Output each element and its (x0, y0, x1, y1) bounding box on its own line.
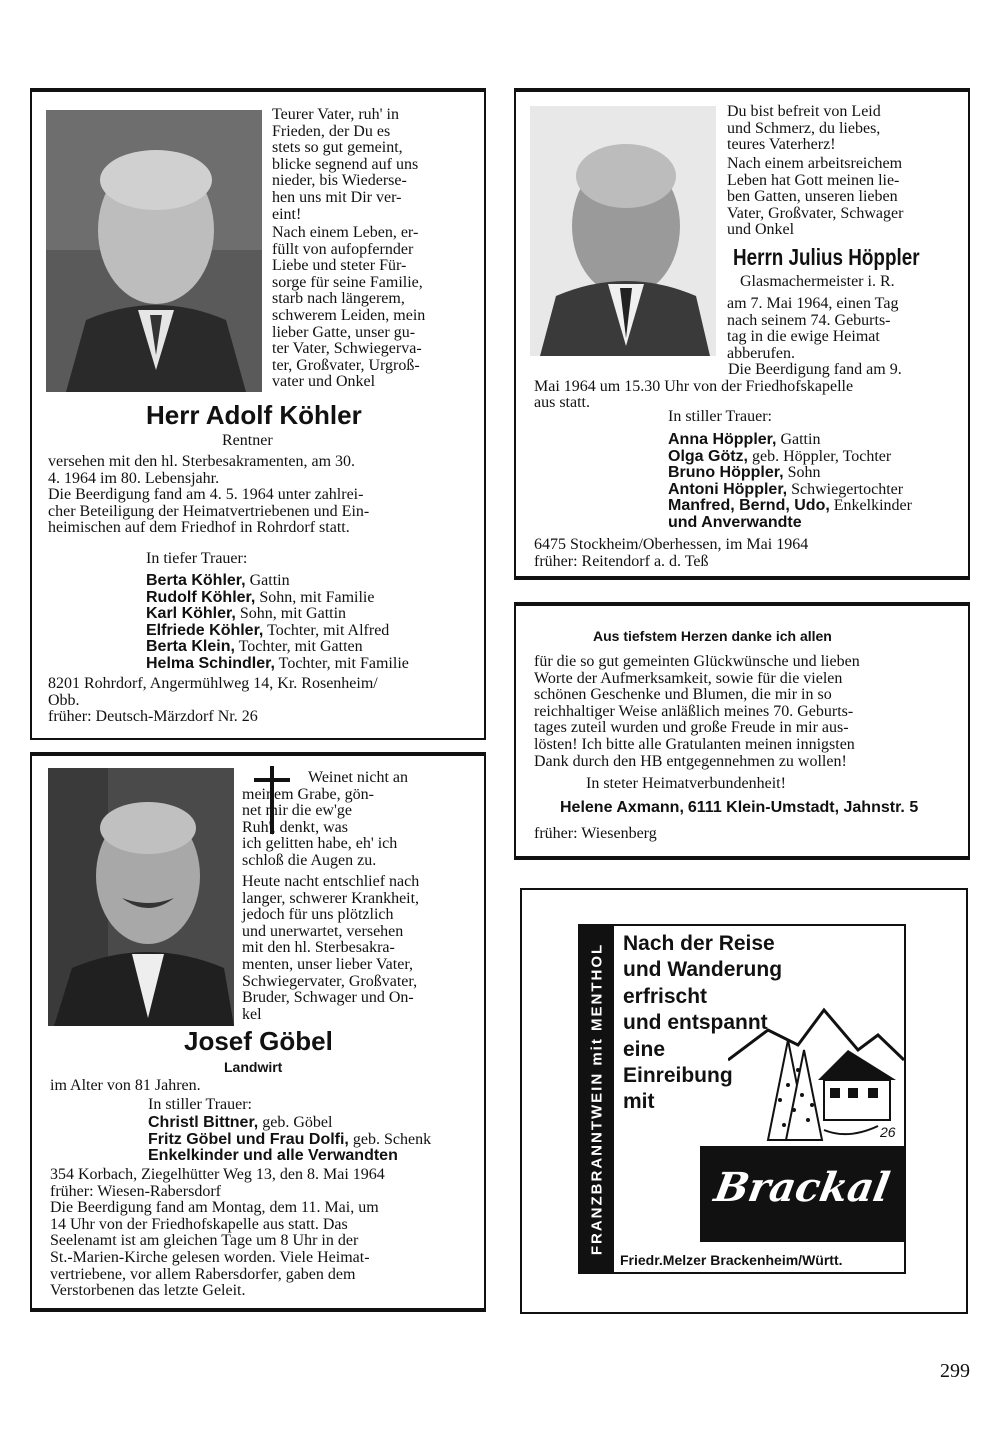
page-number: 299 (940, 1360, 970, 1382)
thanks-heading: Aus tiefstem Herzen danke ich allen (593, 628, 832, 644)
occupation-goebel: Landwirt (224, 1059, 283, 1075)
mourner-item: Manfred, Bernd, Udo, Enkelkinder (668, 497, 912, 514)
occupation-koehler: Rentner (222, 432, 273, 449)
ad-footer: Friedr.Melzer Brackenheim/Württ. (620, 1252, 843, 1268)
verse-koehler: Teurer Vater, ruh' in Frieden, der Du es stets so gut gemeint, blicke segnend auf uns nieder, bis Wiederse- hen uns mit Dir ver- eint! (272, 106, 419, 223)
address-koehler: 8201 Rohrdorf, Angermühlweg 14, Kr. Rosenheim/ Obb. früher: Deutsch-Märzdorf Nr. 26 (48, 675, 378, 726)
funeral-text-goebel: 354 Korbach, Ziegelhütter Weg 13, den 8. Mai 1964 früher: Wiesen-Rabersdorf Die Beerdigung fand am Montag, dem 11. Mai, um 14 Uhr von der Friedhofskapelle aus statt. Das Seelenamt ist am gleichen Tage um 8 Uhr in der St.-Marien-Kirche gelesen worden. Viele Heimat- vertriebene, vor allem Rabersdorfer, gaben dem Verstorbenen das letzte Geleit. (50, 1166, 385, 1300)
deceased-name-goebel: Josef Göbel (184, 1026, 333, 1056)
portrait-photo-goebel (48, 768, 234, 1026)
side-banner-text: FRANZBRANNTWEIN mit MENTHOL (588, 942, 606, 1256)
mourning-heading-goebel: In stiller Trauer: (148, 1096, 252, 1113)
house-number: 26 (880, 1124, 896, 1140)
mourner-item: Elfriede Köhler, Tochter, mit Alfred (146, 622, 390, 639)
mourning-heading-hoeppler: In stiller Trauer: (668, 408, 772, 425)
deceased-name-hoeppler: Herrn Julius Höppler (733, 244, 920, 270)
age-goebel: im Alter von 81 Jahren. (50, 1077, 201, 1094)
mourner-item: Christl Bittner, geb. Göbel (148, 1114, 333, 1131)
mourner-item: und Anverwandte (668, 514, 802, 531)
death-text-hoeppler: am 7. Mai 1964, einen Tag nach seinem 74. Geburts- tag in die ewige Heimat abberufen. (727, 295, 899, 362)
thanks-closing: In steter Heimatverbundenheit! (586, 775, 786, 792)
mourner-item: Anna Höppler, Gattin (668, 431, 821, 448)
mourner-item: Enkelkinder und alle Verwandten (148, 1147, 398, 1164)
address-hoeppler: 6475 Stockheim/Oberhessen, im Mai 1964 früher: Reitendorf a. d. Teß (534, 536, 809, 570)
brand-logo: Brackal (710, 1164, 894, 1211)
announcement-text-goebel: Heute nacht entschlief nach langer, schwerer Krankheit, jedoch für uns plötzlich und unerwartet, versehen mit den hl. Sterbesakra- menten, unser lieber Vater, Schwiegervater, Großvater, Bruder, Schwager und On- kel (242, 873, 420, 1023)
mourner-item: Berta Köhler, Gattin (146, 572, 290, 589)
brand-panel (700, 1146, 904, 1242)
mourner-item: Rudolf Köhler, Sohn, mit Familie (146, 589, 375, 606)
mourner-item: Fritz Göbel und Frau Dolfi, geb. Schenk (148, 1131, 432, 1148)
portrait-photo-koehler (46, 110, 262, 392)
funeral-text-hoeppler: Die Beerdigung fand am 9. Mai 1964 um 15.30 Uhr von der Friedhofskapelle aus statt. (534, 361, 902, 412)
thanks-text: für die so gut gemeinten Glückwünsche und lieben Worte der Aufmerksamkeit, sowie für die vielen schönen Geschenke und Blumen, die mir in so reichhaltiger Weise anläßlich meines 70. Geburts- tages zuteil wurden und große Freude in mir aus- lösten! Ich bitte alle Gratulanten meinen innigsten Dank durch den HB entgegennehmen zu wollen! (534, 653, 860, 770)
mourner-item: Olga Götz, geb. Höppler, Tochter (668, 448, 892, 465)
mourner-item: Bruno Höppler, Sohn (668, 464, 821, 481)
announcement-text-koehler: Nach einem Leben, er- füllt von aufopfernder Liebe und steter Für- sorge für seine Familie, starb nach längerem, schwerem Leiden, mein lieber Gatte, unser gu- ter Vater, Schwiegerva- ter, Großvater, Urgroß- vater und Onkel (272, 224, 426, 391)
thanks-signature: Helene Axmann, 6111 Klein-Umstadt, Jahnstr. 5 (560, 799, 919, 816)
deceased-name-koehler: Herr Adolf Köhler (146, 400, 362, 430)
funeral-text-koehler: versehen mit den hl. Sterbesakramenten, am 30. 4. 1964 im 80. Lebensjahr. Die Beerdigung fand am 4. 5. 1964 unter zahlrei- cher Beteiligung der Heimatvertriebenen und Ein- heimischen auf dem Friedhof in Rohrdorf statt. (48, 453, 370, 537)
mourner-item: Berta Klein, Tochter, mit Gatten (146, 638, 363, 655)
mourner-item: Karl Köhler, Sohn, mit Gattin (146, 605, 347, 622)
verse-hoeppler: Du bist befreit von Leid und Schmerz, du liebes, teures Vaterherz! (727, 103, 881, 154)
verse-goebel: Weinet nicht an meinem Grabe, gön- net mir die ew'ge Ruh', denkt, was ich gelitten habe, eh' ich schloß die Augen zu. (242, 769, 409, 869)
mourner-item: Antoni Höppler, Schwiegertochter (668, 481, 904, 498)
mountain-house-illustration (728, 990, 904, 1150)
mourner-item: Helma Schindler, Tochter, mit Familie (146, 655, 409, 672)
announcement-text-hoeppler: Nach einem arbeitsreichem Leben hat Gott meinen lie- ben Gatten, unseren lieben Vater, Großvater, Schwager und Onkel (727, 155, 904, 239)
thanks-origin: früher: Wiesenberg (534, 825, 657, 842)
mourning-heading-koehler: In tiefer Trauer: (146, 550, 248, 567)
portrait-photo-hoeppler (530, 106, 716, 356)
ad-headline: Nach der Reise und Wanderung erfrischt und entspannt eine Einreibung mit (623, 932, 783, 1114)
occupation-hoeppler: Glasmachermeister i. R. (740, 273, 895, 290)
side-banner (580, 926, 614, 1272)
